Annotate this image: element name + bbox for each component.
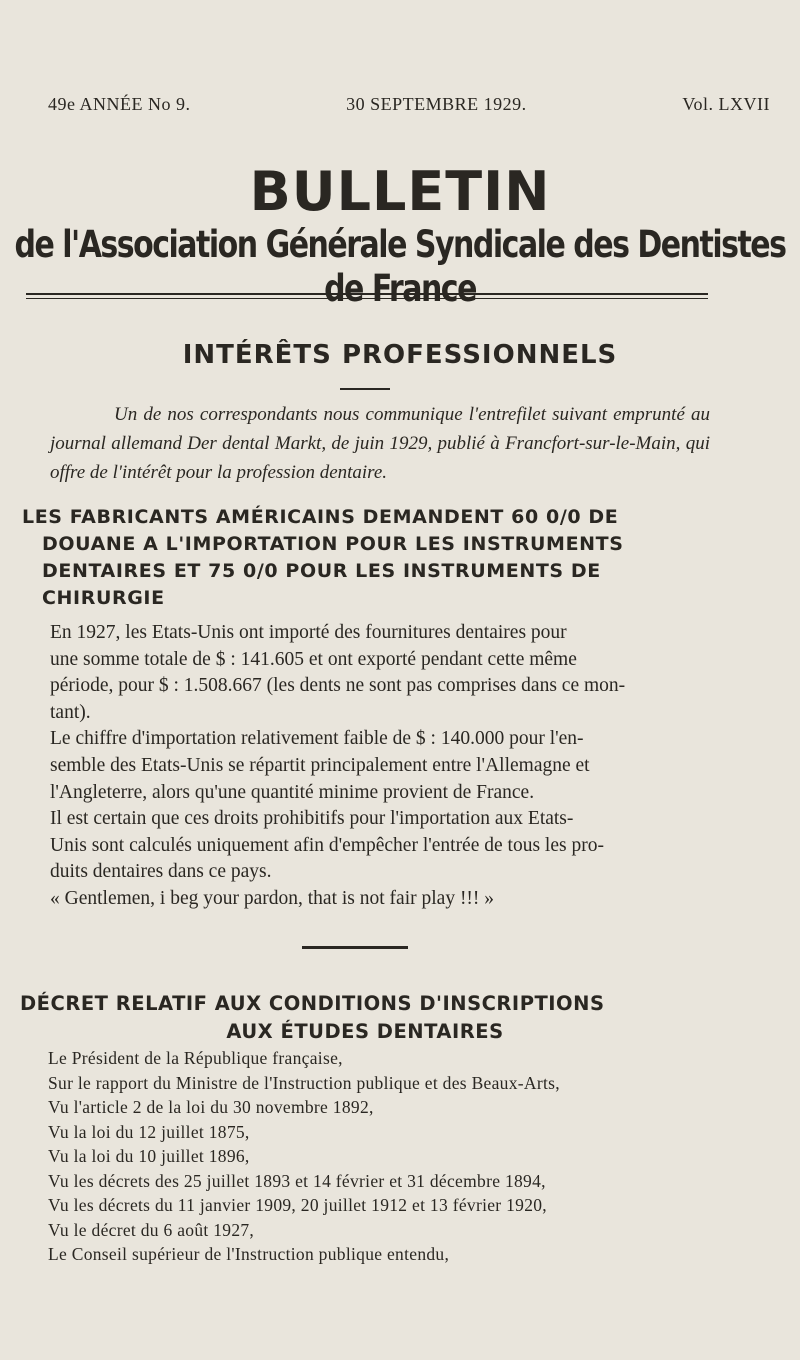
body-line: Il est certain que ces droits prohibitifs pour l'importation aux Etats- bbox=[50, 808, 574, 830]
association-name: de l'Association Générale Syndicale des Dentistes de France bbox=[14, 223, 786, 311]
section-divider bbox=[340, 388, 390, 390]
decree-line: Vu les décrets du 11 janvier 1909, 20 juillet 1912 et 13 février 1920, bbox=[48, 1195, 547, 1215]
intro-paragraph: Un de nos correspondants nous communique l'entrefilet suivant emprunté au journal allemand Der dental Markt, de juin 1929, publié à Francfort-sur-le-Main, qui offre de l'intérêt pour la profession dentaire. bbox=[50, 404, 710, 483]
body-line: Unis sont calculés uniquement afin d'empêcher l'entrée de tous les pro- bbox=[50, 834, 604, 856]
running-header bbox=[48, 94, 770, 115]
body-line: une somme totale de $ : 141.605 et ont exporté pendant cette même bbox=[50, 648, 577, 670]
decree-line: Le Président de la République française, bbox=[48, 1048, 343, 1068]
article-headline bbox=[22, 504, 712, 612]
body-line: l'Angleterre, alors qu'une quantité minime provient de France. bbox=[50, 781, 535, 803]
bulletin-title: BULLETIN bbox=[249, 160, 551, 223]
decree-title-line: DÉCRET RELATIF AUX CONDITIONS D'INSCRIPTIONS bbox=[20, 992, 605, 1015]
volume-number: Vol. LXVII bbox=[682, 94, 770, 114]
decree-line: Sur le rapport du Ministre de l'Instruction publique et des Beaux-Arts, bbox=[48, 1072, 560, 1093]
decree-title bbox=[20, 990, 710, 1046]
body-line: duits dentaires dans ce pays. bbox=[50, 861, 272, 883]
decree-line: Le Conseil supérieur de l'Instruction publique entendu, bbox=[48, 1244, 450, 1264]
body-paragraph bbox=[50, 620, 708, 726]
body-line: semble des Etats-Unis se répartit principalement entre l'Allemagne et bbox=[50, 754, 590, 776]
body-line: Le chiffre d'importation relativement faible de $ : 140.000 pour l'en- bbox=[50, 728, 584, 750]
decree-body bbox=[48, 1046, 560, 1267]
section-divider bbox=[302, 946, 408, 949]
decree-line: Vu le décret du 6 août 1927, bbox=[48, 1219, 255, 1240]
headline-line: DOUANE A L'IMPORTATION POUR LES INSTRUMENTS bbox=[42, 533, 624, 555]
headline-line: DENTAIRES ET 75 0/0 POUR LES INSTRUMENTS DE bbox=[42, 560, 601, 582]
body-line: En 1927, les Etats-Unis ont importé des fournitures dentaires pour bbox=[50, 622, 567, 643]
decree-line: Vu la loi du 12 juillet 1875, bbox=[48, 1121, 250, 1142]
body-paragraph bbox=[50, 886, 708, 913]
body-line: tant). bbox=[50, 701, 91, 723]
decree-line: Vu la loi du 10 juillet 1896, bbox=[48, 1146, 250, 1166]
body-line: période, pour $ : 1.508.667 (les dents ne sont pas comprises dans ce mon- bbox=[50, 675, 626, 697]
decree-title-line: AUX ÉTUDES DENTAIRES bbox=[226, 1020, 504, 1043]
section-title: INTÉRÊTS PROFESSIONNELS bbox=[182, 340, 618, 370]
headline-line: CHIRURGIE bbox=[42, 587, 165, 609]
issue-number: 49e ANNÉE No 9. bbox=[48, 94, 191, 114]
body-line: « Gentlemen, i beg your pardon, that is not fair play !!! » bbox=[50, 887, 495, 909]
masthead-rule bbox=[26, 293, 708, 295]
decree-line: Vu l'article 2 de la loi du 30 novembre 1892, bbox=[48, 1097, 374, 1117]
issue-date: 30 SEPTEMBRE 1929. bbox=[346, 94, 527, 114]
masthead-rule-thin bbox=[26, 298, 708, 299]
article-body bbox=[50, 620, 708, 913]
body-paragraph bbox=[50, 726, 708, 806]
decree-line: Vu les décrets des 25 juillet 1893 et 14 février et 31 décembre 1894, bbox=[48, 1170, 546, 1191]
body-paragraph bbox=[50, 806, 708, 886]
headline-line: LES FABRICANTS AMÉRICAINS DEMANDENT 60 0/0 DE bbox=[22, 506, 619, 528]
